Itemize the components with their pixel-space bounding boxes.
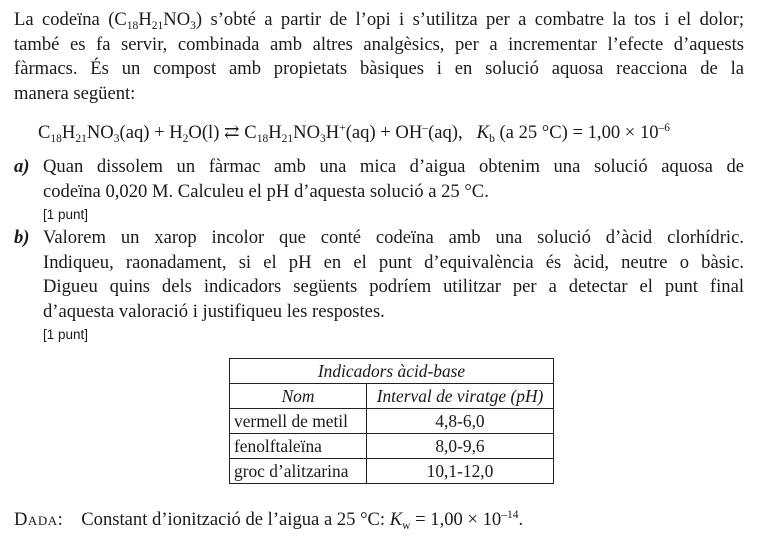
column-header: Nom [230, 384, 367, 409]
intro-line: també es fa servir, combinada amb altres analgèsics, per a incrementar l’efecte d’aquests [14, 33, 744, 55]
column-header: Interval de viratge (pH) [367, 384, 554, 409]
table-caption-row [230, 359, 554, 384]
indicator-name: vermell de metil [230, 409, 367, 434]
question-a [14, 155, 744, 204]
table-header-row [230, 384, 554, 409]
indicator-range: 10,1-12,0 [367, 459, 554, 484]
equilibrium-equation: $C_{18}H_{21}NO_3(aq) + H_2O(l)$ ⇄ $C_{18}H_{21}NO_3H^+(aq) + OH^-(aq)$, $K_b$ (a 25 $^\circ C) = 1,00 \times 10^{-6}$ [38, 122, 671, 146]
question-b [14, 226, 744, 324]
indicator-name: groc d’alitzarina [230, 459, 367, 484]
table-row [230, 459, 554, 484]
question-label: b) [14, 227, 30, 248]
indicator-name: fenolftaleïna [230, 434, 367, 459]
intro-paragraph [14, 8, 744, 106]
indicator-range: 4,8-6,0 [367, 409, 554, 434]
table-caption: Indicadors àcid-base [230, 359, 554, 384]
intro-line: fàrmacs. És un compost amb propietats bàsiques i en solució aquosa reacciona de la [14, 58, 744, 79]
exercise-page [14, 8, 744, 533]
points-label: [1 punt] [43, 327, 89, 342]
indicators-table [229, 358, 554, 484]
indicator-range: 8,0-9,6 [367, 434, 554, 459]
data-note: Dada: Constant d’ionització de l’aigua a 25 °C: $K_w = 1,00 \times 10^{-14}$. [14, 509, 524, 533]
question-text: Valorem un xarop incolor que conté codeïna amb una solució d’àcid clorhídric. Indiqueu, raonadament, si el pH en el punt d’equivalència és àcid, neutre o bàsic. Digueu quins dels indicadors següents podríem utilitzar per a detectar el punt final d’aquesta valoració i justifiqueu les respostes. [43, 227, 744, 322]
data-label: Dada: [14, 509, 64, 530]
points-label: [1 punt] [43, 207, 89, 222]
question-text: Quan dissolem un fàrmac amb una mica d’aigua obtenim una solució aquosa de codeïna 0,020 M. Calculeu el pH d’aquesta solució a 25 °C. [43, 156, 744, 202]
intro-line: La codeïna $(C_{18}H_{21}NO_3)$ s’obté a partir de l’opi i s’utilitza per a combatre la tos i el dolor; [14, 9, 744, 33]
question-label: a) [14, 156, 30, 177]
table-row [230, 409, 554, 434]
intro-line: manera següent: [14, 82, 136, 104]
table-row [230, 434, 554, 459]
